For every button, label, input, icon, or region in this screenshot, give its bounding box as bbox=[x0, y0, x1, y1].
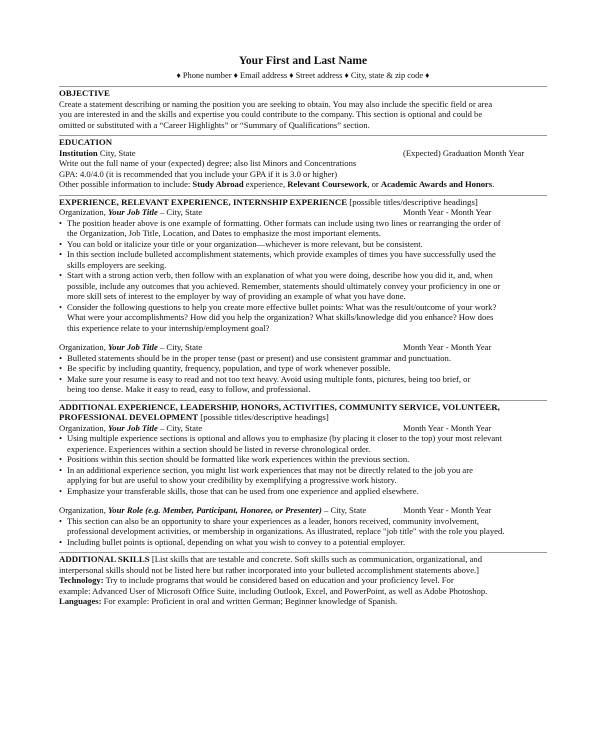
organization: Organization, bbox=[59, 342, 109, 352]
job-header bbox=[59, 505, 366, 516]
bullet-line: • Make sure your resume is easy to read and not too text heavy. Avoid using multiple fonts, pictures, being too brief, or bbox=[67, 373, 471, 384]
other-awards: Academic Awards and Honors bbox=[380, 179, 493, 189]
bullet-line: experience. Experiences within a section should be listed in reverse chronological order. bbox=[67, 443, 371, 454]
job-location: – City, State bbox=[157, 422, 203, 433]
bullet-item bbox=[59, 218, 547, 239]
bullet-line: being too dense. Make it easy to read, easy to follow, and professional. bbox=[67, 384, 311, 394]
spacer bbox=[59, 496, 547, 505]
job-title: Your Job Title bbox=[108, 342, 158, 352]
organization: Organization, bbox=[59, 207, 109, 217]
degree-line: Write out the full name of your (expected) degree; also list Minors and Concentrations bbox=[59, 158, 357, 168]
bullet-item bbox=[59, 516, 547, 537]
bullet-list bbox=[59, 516, 547, 548]
job-dates: Month Year - Month Year bbox=[403, 505, 492, 515]
bullet-line: more skill sets of interest to the employer by way of providing an example of what you have done. bbox=[67, 291, 406, 301]
section-divider bbox=[59, 135, 547, 136]
skills-heading: ADDITIONAL SKILLS bbox=[59, 554, 150, 564]
institution-location: City, State bbox=[97, 147, 136, 158]
bullet-line: What were your accomplishments? How did you help the organization? What skills/knowledge did you enhance? How does bbox=[67, 312, 494, 322]
bullet-item bbox=[59, 363, 547, 374]
bullet-item bbox=[59, 374, 547, 395]
job-header bbox=[59, 423, 202, 434]
languages-label: Languages: bbox=[59, 596, 102, 606]
bullet-line: • You can bold or italicize your title or your organization—whichever is more relevant, but be consistent. bbox=[67, 238, 423, 249]
job-header bbox=[59, 342, 202, 353]
education-header-row bbox=[59, 148, 547, 159]
skills-intro-line: interpersonal skills should not be listed here but rather incorporated into your bulleted accomplishment statements above.] bbox=[59, 564, 480, 575]
organization: Organization, bbox=[59, 505, 109, 515]
bullet-item bbox=[59, 486, 547, 497]
bullet-line: • Using multiple experience sections is optional and allows you to emphasize (by placing it closer to the top) your most relevant bbox=[67, 433, 502, 443]
other-sep: experience, bbox=[243, 179, 288, 189]
bullet-line: applying for but are useful to show your credibility by exemplifying a progressive work history. bbox=[67, 475, 397, 485]
bullet-item bbox=[59, 270, 547, 302]
other-end: . bbox=[492, 179, 495, 189]
education-other-line bbox=[59, 179, 547, 190]
skills-intro-text: [List skills that are testable and concrete. Soft skills such as communication, organizational, and bbox=[149, 554, 482, 564]
experience-entry bbox=[59, 342, 547, 395]
resume-page bbox=[59, 54, 547, 607]
job-dates: Month Year - Month Year bbox=[403, 207, 492, 217]
bullet-line: • This section can also be an opportunity to share your experiences as a leader, honors received, community involvement, bbox=[67, 515, 480, 526]
role-title: Your Role (e.g. Member, Participant, Honoree, or Presenter) bbox=[108, 505, 322, 515]
bullet-line: • Bulleted statements should be in the proper tense (past or present) and use consistent grammar and punctuation. bbox=[67, 352, 451, 363]
organization: Organization, bbox=[59, 422, 109, 433]
additional-entry bbox=[59, 505, 547, 547]
additional-heading-line bbox=[59, 412, 547, 423]
bullet-line: professional development activities, or membership in organizations. As illustrated, replace "job title" with the role you played. bbox=[67, 526, 505, 536]
other-sep: , or bbox=[367, 179, 381, 189]
bullet-line: • Consider the following questions to help you create more effective bullet points: What was the result/outcome of your work? bbox=[67, 301, 497, 312]
bullet-line: • The position header above is one example of formatting. Other formats can include using two lines or rearranging the order of bbox=[67, 217, 501, 228]
job-header-row bbox=[59, 342, 547, 353]
experience-entry bbox=[59, 207, 547, 333]
bullet-line: • Including bullet points is optional, depending on what you wish to convey to a potential employer. bbox=[67, 536, 406, 547]
technology-text: Try to include programs that would be considered based on education and your proficiency level. For bbox=[103, 575, 454, 585]
section-divider bbox=[59, 195, 547, 196]
section-divider bbox=[59, 86, 547, 87]
bullet-list bbox=[59, 218, 547, 334]
contact-line: ♦ Phone number ♦ Email address ♦ Street address ♦ City, state & zip code ♦ bbox=[176, 71, 430, 80]
institution-name: Institution bbox=[59, 147, 98, 158]
bullet-list bbox=[59, 433, 547, 496]
other-prefix: Other possible information to include: bbox=[59, 179, 193, 189]
languages-line bbox=[59, 596, 547, 607]
technology-line bbox=[59, 575, 547, 586]
bullet-item bbox=[59, 302, 547, 334]
bullet-line: • In an additional experience section, you might list work experiences that may not be directly related to the job you are bbox=[67, 464, 473, 475]
additional-heading bbox=[59, 402, 547, 423]
objective-line: Create a statement describing or naming the position you are seeking to obtain. You may also include the specific field or area bbox=[59, 98, 493, 109]
institution bbox=[59, 148, 136, 159]
other-coursework: Relevant Coursework bbox=[287, 179, 368, 189]
job-title: Your Job Title bbox=[108, 207, 158, 217]
additional-heading-note: [possible titles/descriptive headings] bbox=[198, 412, 329, 422]
job-dates: Month Year - Month Year bbox=[403, 422, 492, 433]
bullet-line: possible, include any outcomes that you achieved. Remember, statements should ultimately convey your proficiency in one or bbox=[67, 280, 501, 291]
job-location: – City, State bbox=[157, 207, 203, 217]
job-title: Your Job Title bbox=[108, 422, 158, 433]
experience-heading bbox=[59, 197, 547, 208]
job-header-row bbox=[59, 505, 547, 516]
section-divider bbox=[59, 400, 547, 401]
graduation-date: (Expected) Graduation Month Year bbox=[403, 147, 525, 158]
gpa-line: GPA: 4.0/4.0 (it is recommended that you include your GPA if it is 3.0 or higher) bbox=[59, 168, 338, 179]
experience-heading-text: EXPERIENCE, RELEVANT EXPERIENCE, INTERNSHIP EXPERIENCE bbox=[59, 196, 348, 207]
skills-intro bbox=[59, 554, 547, 565]
resume-name: Your First and Last Name bbox=[238, 55, 368, 67]
bullet-item bbox=[59, 433, 547, 454]
bullet-line: skills employers are seeking. bbox=[67, 259, 167, 270]
bullet-item bbox=[59, 537, 547, 548]
bullet-item bbox=[59, 353, 547, 364]
technology-line: example: Advanced User of Microsoft Office Suite, including Outlook, Excel, and PowerPoint, as well as Adobe Photoshop. bbox=[59, 585, 488, 596]
additional-heading-line: ADDITIONAL EXPERIENCE, LEADERSHIP, HONORS, ACTIVITIES, COMMUNITY SERVICE, VOLUNTEER, bbox=[59, 401, 500, 412]
job-dates: Month Year - Month Year bbox=[403, 342, 492, 352]
technology-label: Technology: bbox=[59, 575, 104, 585]
objective-heading: OBJECTIVE bbox=[59, 88, 110, 98]
additional-entry bbox=[59, 423, 547, 497]
bullet-line: • Be specific by including quantity, frequency, population, and type of work whenever possible. bbox=[67, 363, 391, 373]
objective-line: omitted or substituted with a “Career Highlights” or “Summary of Qualifications” section. bbox=[59, 119, 370, 130]
bullet-line: • Positions within this section should be formatted like work experiences within the previous section. bbox=[67, 454, 410, 464]
job-header-row bbox=[59, 207, 547, 218]
languages-text: For example: Proficient in oral and written German; Beginner knowledge of Spanish. bbox=[101, 596, 398, 606]
spacer bbox=[59, 333, 547, 342]
other-study-abroad: Study Abroad bbox=[192, 179, 244, 189]
job-header bbox=[59, 207, 202, 218]
education-heading: EDUCATION bbox=[59, 137, 113, 147]
job-location: – City, State bbox=[157, 342, 203, 352]
section-divider bbox=[59, 552, 547, 553]
bullet-item bbox=[59, 454, 547, 465]
bullet-line: • Start with a strong action verb, then follow with an explanation of what you were doing, describe how you did it, and, when bbox=[67, 270, 493, 280]
bullet-list bbox=[59, 353, 547, 395]
bullet-line: • Emphasize your transferable skills, those that can be used from one experience and applied elsewhere. bbox=[67, 485, 419, 496]
bullet-item bbox=[59, 465, 547, 486]
job-location: – City, State bbox=[321, 505, 367, 515]
objective-line: you are interested in and the skills and expertise you could contribute to the company. This section is optional and could be bbox=[59, 109, 483, 119]
bullet-line: the Organization, Job Title, Location, and Dates to emphasize the most important elements. bbox=[67, 228, 381, 238]
job-header-row bbox=[59, 423, 547, 434]
additional-heading-text: PROFESSIONAL DEVELOPMENT bbox=[59, 412, 199, 422]
bullet-line: this experience relate to your internship/employment goal? bbox=[67, 322, 270, 333]
bullet-line: • In this section include bulleted accomplishment statements, which provide examples of times you have successfully used the bbox=[67, 249, 496, 259]
experience-heading-note: [possible titles/descriptive headings] bbox=[347, 196, 478, 207]
bullet-item bbox=[59, 249, 547, 270]
bullet-item bbox=[59, 239, 547, 250]
